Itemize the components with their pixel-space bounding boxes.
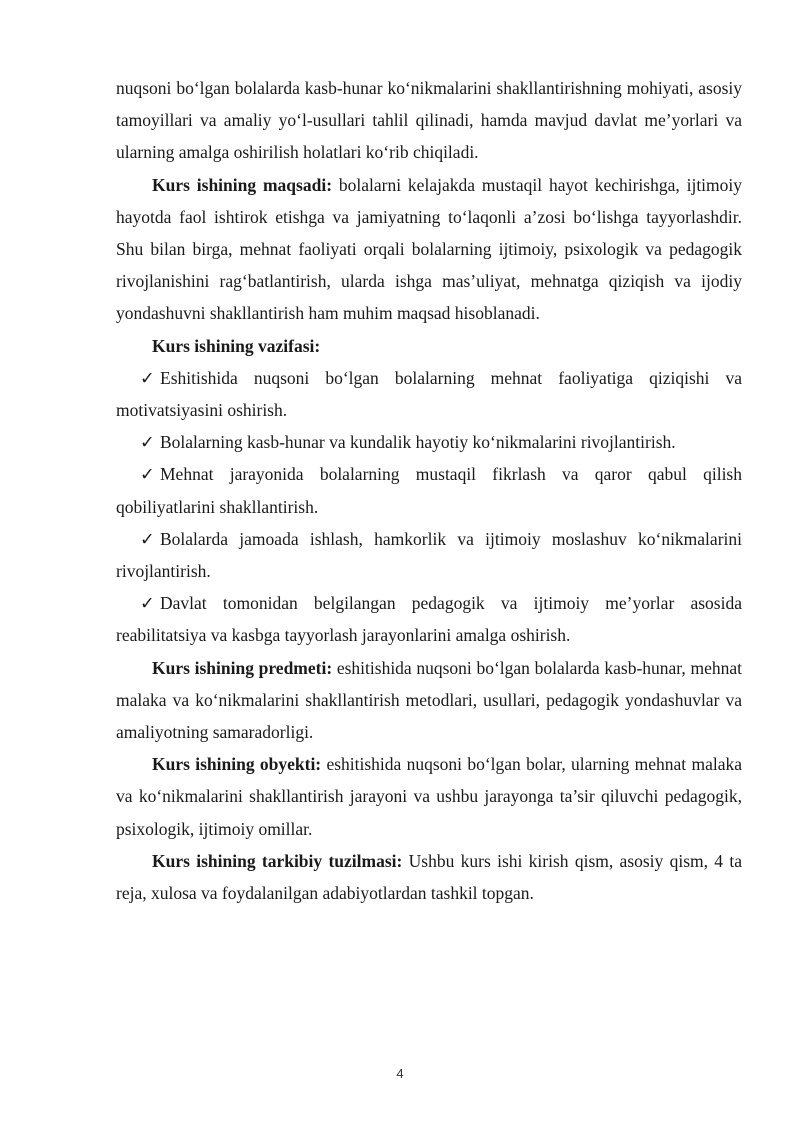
checkmark-icon: ✓ [140,593,155,614]
task-item-1 [116,362,742,426]
checkmark-icon: ✓ [140,367,155,388]
object-label: Kurs ishining obyekti: [152,754,322,775]
object-text: eshitishida nuqsoni bo‘lgan bolar, ularning mehnat malaka va ko‘nikmalarini shakllantirish jarayoni va ushbu jarayonga ta’sir qiluvchi pedagogik, psixologik, ijtimoiy omillar. [116,754,742,839]
task-item-2 [116,426,742,458]
checkmark-icon: ✓ [140,528,155,549]
task-item-text: Bolalarning kasb-hunar va kundalik hayotiy ko‘nikmalarini rivojlantirish. [160,432,676,453]
subject-paragraph [116,652,742,749]
task-item-text: Eshitishida nuqsoni bo‘lgan bolalarning mehnat faoliyatiga qiziqishi va motivatsiyasini oshirish. [116,367,742,421]
goal-label: Kurs ishining maqsadi: [152,174,333,195]
structure-label: Kurs ishining tarkibiy tuzilmasi: [152,850,403,871]
goal-paragraph [116,169,742,330]
task-item-text: Mehnat jarayonida bolalarning mustaqil fikrlash va qaror qabul qilish qobiliyatlarini shakllantirish. [116,464,742,517]
task-item-text: Bolalarda jamoada ishlash, hamkorlik va ijtimoiy moslashuv ko‘nikmalarini rivojlantirish. [116,528,742,582]
tasks-label: Kurs ishining vazifasi: [152,335,321,356]
checkmark-icon: ✓ [140,432,155,453]
tasks-heading [116,330,742,362]
checkmark-icon: ✓ [140,464,155,485]
structure-text: Ushbu kurs ishi kirish qism, asosiy qism, 4 ta reja, xulosa va foydalanilgan adabiyotlardan tashkil topgan. [116,850,742,904]
structure-paragraph [116,845,742,909]
subject-text: eshitishida nuqsoni bo‘lgan bolalarda kasb-hunar, mehnat malaka va ko‘nikmalarini shakllantirish metodlari, usullari, pedagogik yondashuvlar va amaliyotning samaradorligi. [116,657,742,743]
page-number: 4 [396,1066,404,1081]
document-page [116,72,742,909]
task-item-text: Davlat tomonidan belgilangan pedagogik va ijtimoiy me’yorlar asosida reabilitatsiya va kasbga tayyorlash jarayonlarini amalga oshirish. [116,593,742,646]
task-item-5 [116,587,742,651]
goal-text: bolalarni kelajakda mustaqil hayot kechirishga, ijtimoiy hayotda faol ishtirok etishga va jamiyatning to‘laqonli a’zosi bo‘lishga tayyorlashdir. Shu bilan birga, mehnat faoliyati orqali bolalarning ijtimoiy, psixologik va pedagogik rivojlanishini rag‘batlantirish, ularda ishga mas’uliyat, mehnatga qiziqish va ijodiy yondashuvni shakllantirish ham muhim maqsad hisoblanadi. [116,174,743,324]
task-item-3 [116,458,742,522]
subject-label: Kurs ishining predmeti: [152,657,333,678]
object-paragraph [116,748,742,845]
task-item-4 [116,523,742,587]
intro-paragraph: nuqsoni bo‘lgan bolalarda kasb-hunar ko‘nikmalarini shakllantirishning mohiyati, asosiy tamoyillari va amaliy yo‘l-usullari tahlil qilinadi, hamda mavjud davlat me’yorlari va ularning amalga oshirilish holatlari ko‘rib chiqiladi. [116,78,742,163]
